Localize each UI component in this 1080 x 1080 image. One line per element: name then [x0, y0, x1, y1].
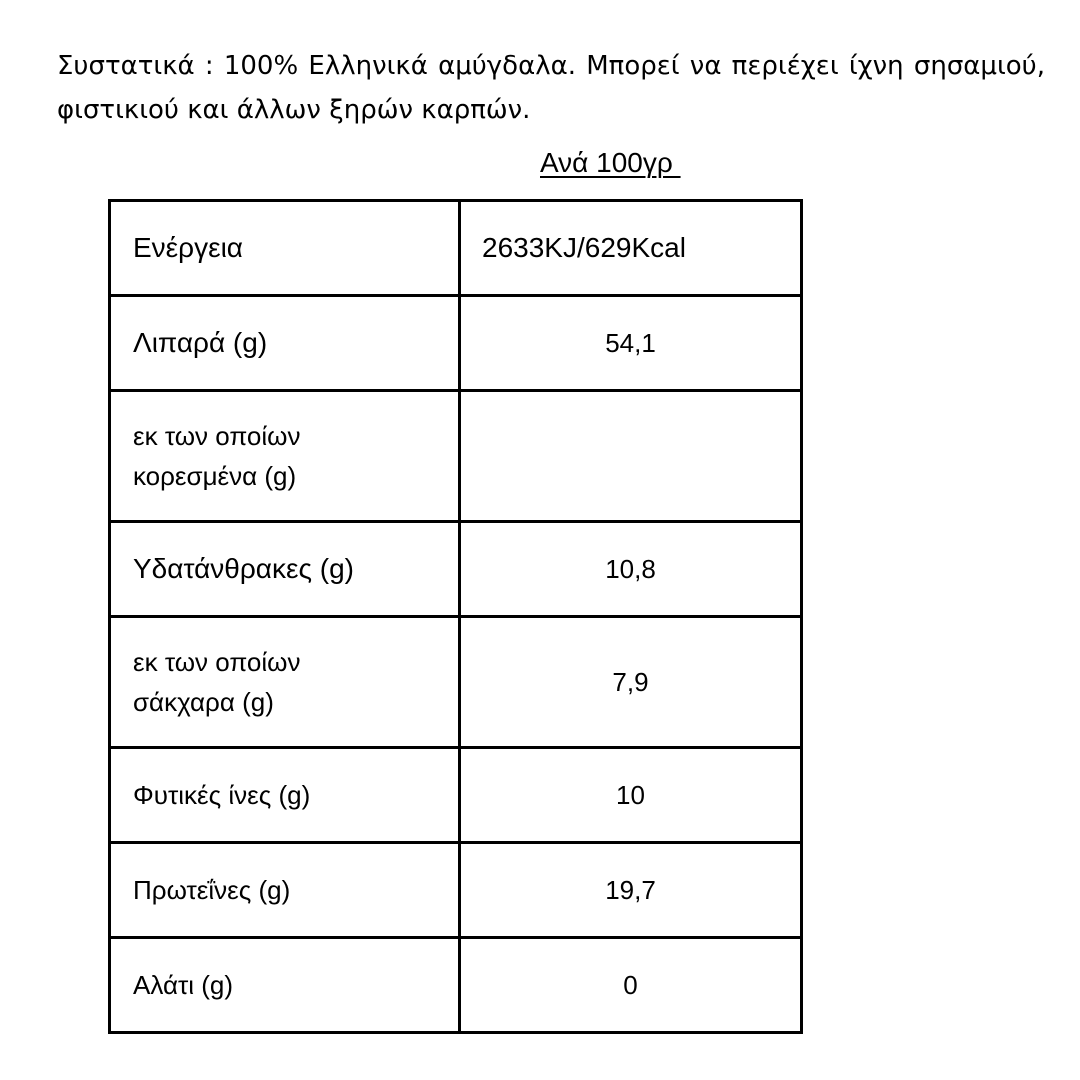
table-row-fiber — [110, 748, 802, 843]
energy-label: Ενέργεια — [110, 201, 460, 296]
sugars-label-line2: σάκχαρα (g) — [133, 687, 274, 717]
saturated-fat-value — [460, 391, 802, 522]
nutrition-table — [108, 199, 803, 1034]
fiber-label: Φυτικές ίνες (g) — [110, 748, 460, 843]
protein-value: 19,7 — [460, 843, 802, 938]
sugars-label-line1: εκ των οποίων — [133, 647, 301, 677]
fat-value: 54,1 — [460, 296, 802, 391]
table-row-salt — [110, 938, 802, 1033]
salt-label: Αλάτι (g) — [110, 938, 460, 1033]
table-row-carbohydrates — [110, 522, 802, 617]
saturated-fat-label-line2: κορεσμένα (g) — [133, 461, 297, 491]
saturated-fat-label-line1: εκ των οποίων — [133, 421, 301, 451]
fiber-value: 10 — [460, 748, 802, 843]
fat-label: Λιπαρά (g) — [110, 296, 460, 391]
ingredients-text: Συστατικά : 100% Ελληνικά αμύγδαλα. Μπορεί να περιέχει ίχνη σησαμιού, φιστικιού και άλλων ξηρών καρπών. — [57, 51, 1045, 125]
carbohydrates-label: Υδατάνθρακες (g) — [110, 522, 460, 617]
table-row-sugars — [110, 617, 802, 748]
table-row-protein — [110, 843, 802, 938]
table-row-fat — [110, 296, 802, 391]
protein-label: Πρωτεΐνες (g) — [110, 843, 460, 938]
energy-value: 2633KJ/629Kcal — [460, 201, 802, 296]
sugars-value: 7,9 — [460, 617, 802, 748]
sugars-label — [110, 617, 460, 748]
table-row-energy — [110, 201, 802, 296]
saturated-fat-label — [110, 391, 460, 522]
per-100g-label: Ανά 100γρ — [540, 147, 681, 178]
salt-value: 0 — [460, 938, 802, 1033]
table-row-saturated-fat — [110, 391, 802, 522]
carbohydrates-value: 10,8 — [460, 522, 802, 617]
